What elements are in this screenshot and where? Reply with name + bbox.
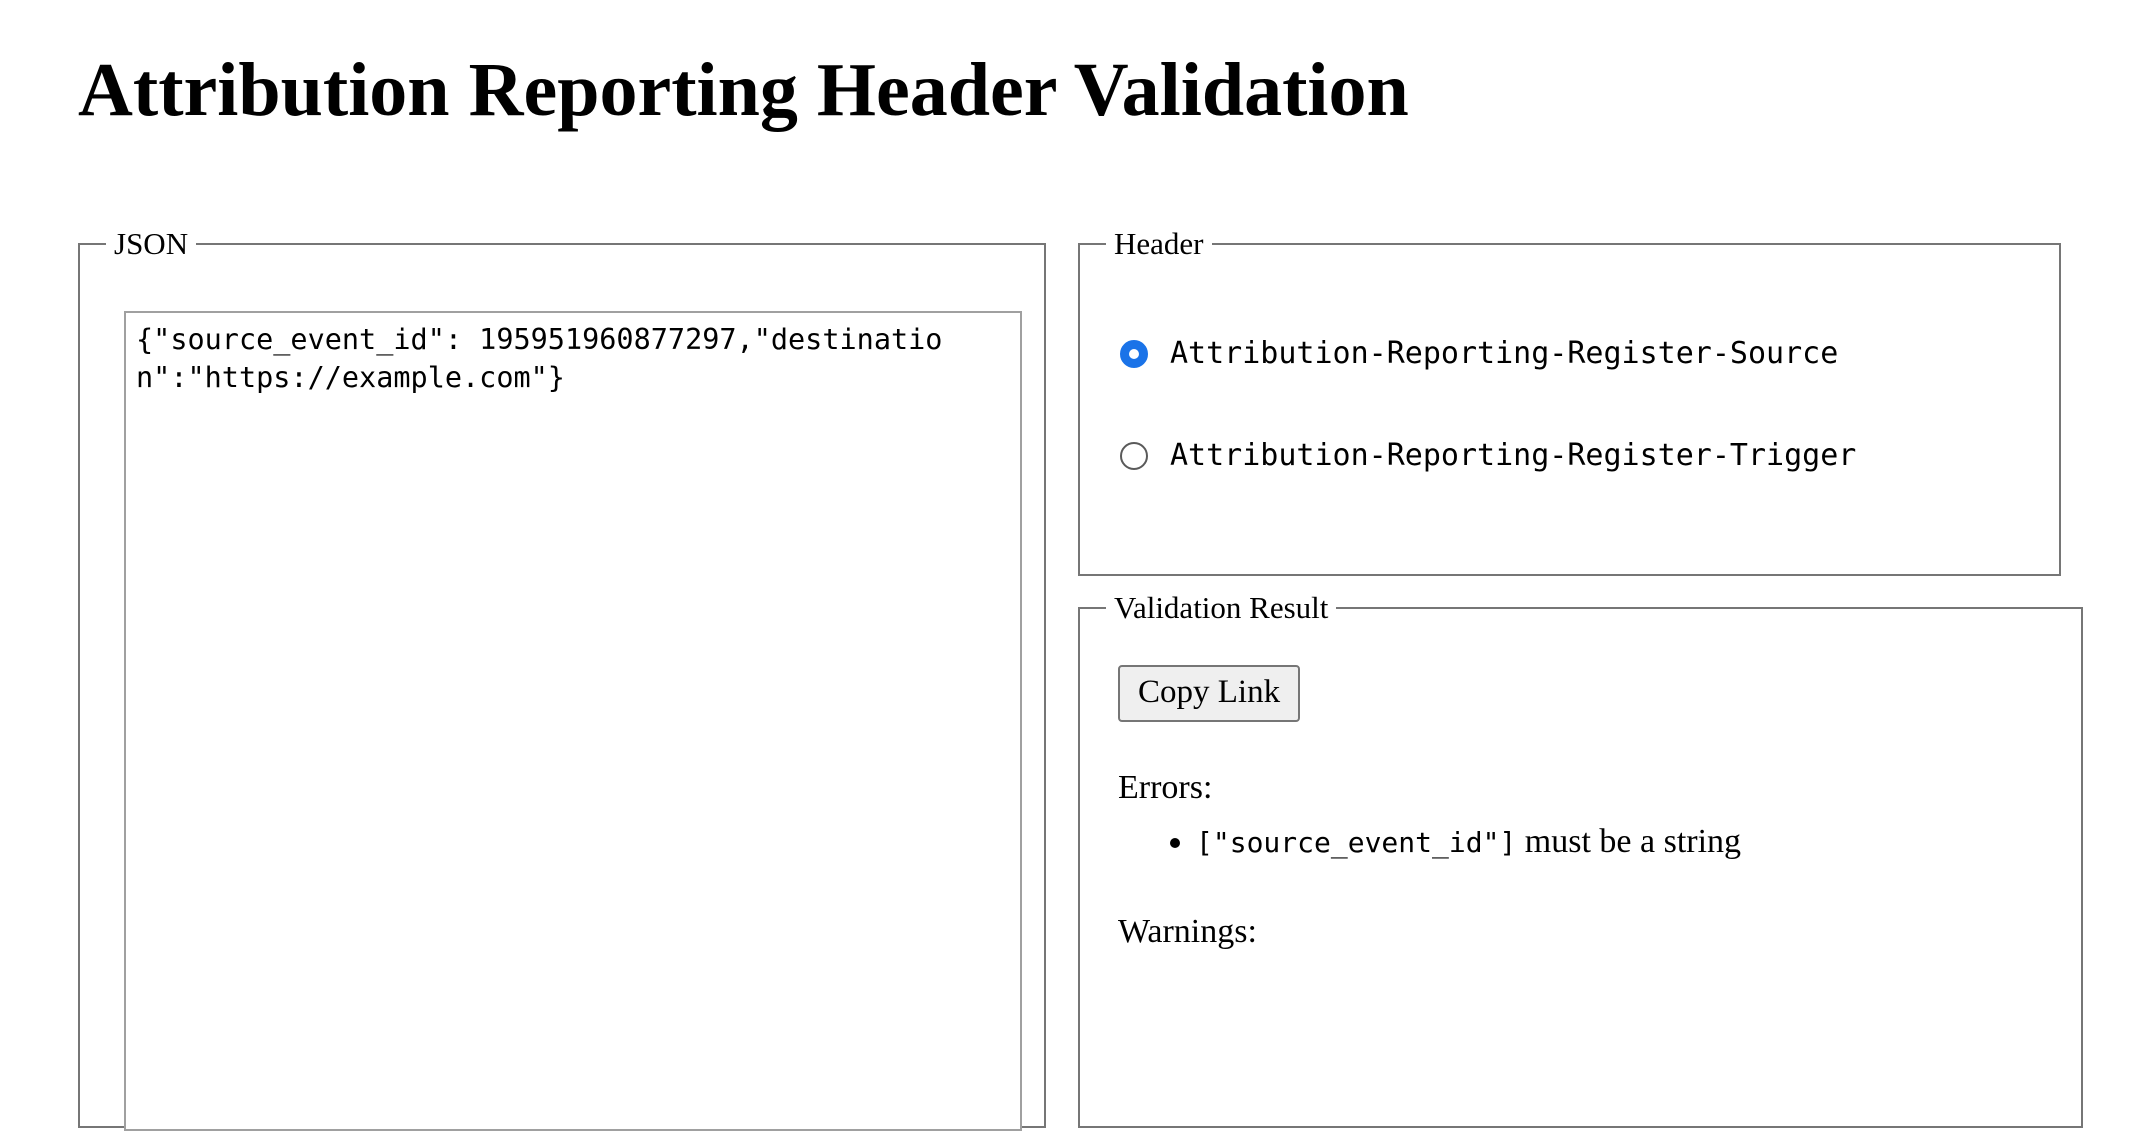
radio-register-trigger-label: Attribution-Reporting-Register-Trigger <box>1170 438 1857 473</box>
validation-result-panel <box>1078 592 2083 1128</box>
error-item-path: ["source_event_id"] <box>1196 826 1517 859</box>
json-input[interactable] <box>124 311 1022 1131</box>
json-panel-legend: JSON <box>114 226 189 261</box>
errors-heading: Errors: <box>1118 769 1213 806</box>
error-item <box>1196 821 1741 864</box>
header-panel <box>1078 228 2061 576</box>
errors-list <box>1118 821 1741 864</box>
validation-result-legend: Validation Result <box>1114 590 1329 625</box>
header-option-register-source[interactable] <box>1120 336 1839 371</box>
copy-link-button[interactable]: Copy Link <box>1118 665 1300 722</box>
page-title: Attribution Reporting Header Validation <box>78 48 1409 132</box>
header-option-register-trigger[interactable] <box>1120 438 1857 473</box>
radio-register-source-label: Attribution-Reporting-Register-Source <box>1170 336 1839 371</box>
json-panel <box>78 228 1046 1128</box>
radio-register-source[interactable] <box>1120 340 1148 368</box>
warnings-heading: Warnings: <box>1118 913 1257 950</box>
header-panel-legend: Header <box>1114 226 1204 261</box>
error-item-message: must be a string <box>1524 823 1742 860</box>
radio-register-trigger[interactable] <box>1120 442 1148 470</box>
